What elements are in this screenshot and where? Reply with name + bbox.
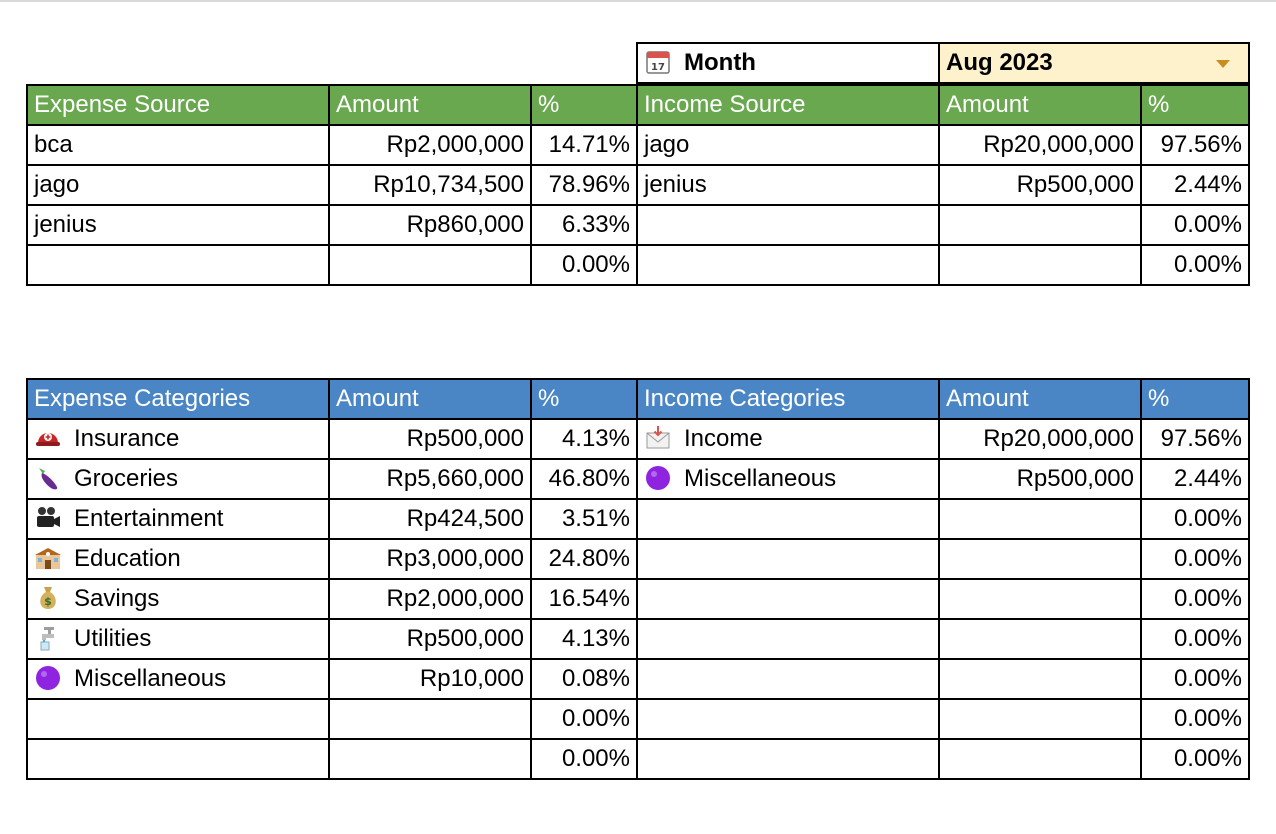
table-row (27, 499, 1249, 539)
table-row (27, 619, 1249, 659)
cell[interactable]: jago (27, 165, 329, 205)
cell[interactable]: 0.00% (1141, 579, 1249, 619)
faucet-icon (34, 624, 62, 652)
cell[interactable] (939, 739, 1141, 779)
header-percent: % (1141, 379, 1249, 419)
cell[interactable] (27, 579, 329, 619)
cell[interactable]: 97.56% (1141, 125, 1249, 165)
cell[interactable] (637, 499, 939, 539)
purple-circle-icon (34, 664, 62, 692)
cell[interactable] (27, 699, 329, 739)
header-amount: Amount (329, 85, 531, 125)
category-table (26, 378, 1250, 780)
source-header-row (27, 85, 1249, 125)
cell[interactable]: Rp10,734,500 (329, 165, 531, 205)
header-income-categories: Income Categories (637, 379, 939, 419)
category-label: Insurance (74, 425, 180, 452)
cell[interactable]: Rp5,660,000 (329, 459, 531, 499)
cell[interactable] (939, 619, 1141, 659)
cell[interactable]: Rp860,000 (329, 205, 531, 245)
cell[interactable] (637, 699, 939, 739)
cell[interactable] (329, 245, 531, 285)
table-row (27, 459, 1249, 499)
header-expense-categories: Expense Categories (27, 379, 329, 419)
table-row (27, 699, 1249, 739)
cell[interactable] (329, 739, 531, 779)
month-label: Month (684, 49, 756, 76)
category-label: Entertainment (74, 505, 224, 532)
cell[interactable]: Rp424,500 (329, 499, 531, 539)
rescue-helmet-icon (34, 424, 62, 452)
movie-camera-icon (34, 504, 62, 532)
header-amount: Amount (939, 85, 1141, 125)
cell[interactable]: 2.44% (1141, 165, 1249, 205)
category-label: Income (684, 425, 763, 452)
month-dropdown[interactable] (939, 43, 1249, 83)
cell[interactable]: Rp20,000,000 (939, 419, 1141, 459)
cell[interactable]: Rp10,000 (329, 659, 531, 699)
cell[interactable]: jago (637, 125, 939, 165)
cell[interactable]: Rp500,000 (329, 619, 531, 659)
cell[interactable]: 0.00% (1141, 499, 1249, 539)
month-label-cell (637, 43, 939, 83)
cell[interactable] (637, 539, 939, 579)
cell[interactable]: jenius (637, 165, 939, 205)
cell[interactable] (939, 499, 1141, 539)
cell[interactable]: 2.44% (1141, 459, 1249, 499)
cell[interactable] (27, 739, 329, 779)
cell[interactable] (637, 739, 939, 779)
table-row (27, 419, 1249, 459)
cell[interactable]: Rp500,000 (329, 419, 531, 459)
cell[interactable]: 14.71% (531, 125, 637, 165)
cell[interactable]: 24.80% (531, 539, 637, 579)
header-amount: Amount (939, 379, 1141, 419)
cell[interactable] (27, 419, 329, 459)
header-income-source: Income Source (637, 85, 939, 125)
cell[interactable] (27, 499, 329, 539)
cell[interactable]: 0.08% (531, 659, 637, 699)
table-row (27, 659, 1249, 699)
header-percent: % (531, 379, 637, 419)
cell[interactable]: 0.00% (531, 699, 637, 739)
cell[interactable] (939, 579, 1141, 619)
category-label: Utilities (74, 625, 152, 652)
cell[interactable]: Rp3,000,000 (329, 539, 531, 579)
cell[interactable] (637, 619, 939, 659)
cell[interactable] (637, 659, 939, 699)
table-row (27, 165, 1249, 205)
cell[interactable]: 0.00% (531, 245, 637, 285)
header-percent: % (1141, 85, 1249, 125)
category-header-row (27, 379, 1249, 419)
cell[interactable]: 0.00% (1141, 205, 1249, 245)
cell[interactable]: Rp2,000,000 (329, 125, 531, 165)
eggplant-icon (34, 464, 62, 492)
cell[interactable] (939, 659, 1141, 699)
table-row (27, 205, 1249, 245)
school-icon (34, 544, 62, 572)
month-value: Aug 2023 (946, 49, 1053, 76)
cell[interactable]: 0.00% (1141, 619, 1249, 659)
cell[interactable]: 0.00% (1141, 739, 1249, 779)
cell[interactable]: 0.00% (1141, 539, 1249, 579)
cell[interactable] (939, 205, 1141, 245)
cell[interactable]: bca (27, 125, 329, 165)
chevron-down-icon[interactable] (1216, 60, 1230, 68)
cell[interactable]: Rp500,000 (939, 459, 1141, 499)
category-label: Groceries (74, 465, 179, 492)
cell[interactable] (637, 459, 939, 499)
money-bag-icon (34, 584, 62, 612)
category-label: Education (74, 545, 181, 572)
table-row (27, 539, 1249, 579)
cell[interactable]: 4.13% (531, 619, 637, 659)
cell[interactable]: Rp500,000 (939, 165, 1141, 205)
cell[interactable] (27, 245, 329, 285)
table-row (27, 125, 1249, 165)
cell[interactable]: 3.51% (531, 499, 637, 539)
cell[interactable] (27, 539, 329, 579)
cell[interactable]: Rp20,000,000 (939, 125, 1141, 165)
cell[interactable]: 0.00% (531, 739, 637, 779)
cell[interactable] (27, 459, 329, 499)
cell[interactable] (637, 579, 939, 619)
cell[interactable] (329, 699, 531, 739)
header-expense-source: Expense Source (27, 85, 329, 125)
cell[interactable]: 97.56% (1141, 419, 1249, 459)
category-label: Miscellaneous (684, 465, 837, 492)
month-picker (636, 42, 1250, 84)
cell[interactable] (939, 245, 1141, 285)
purple-circle-icon (644, 464, 672, 492)
cell[interactable]: jenius (27, 205, 329, 245)
table-row (27, 579, 1249, 619)
svg-text:17: 17 (651, 61, 665, 73)
cell[interactable]: 0.00% (1141, 699, 1249, 739)
incoming-envelope-icon (644, 424, 672, 452)
cell[interactable] (939, 539, 1141, 579)
cell[interactable]: 0.00% (1141, 245, 1249, 285)
cell[interactable]: 16.54% (531, 579, 637, 619)
top-divider (0, 0, 1276, 2)
svg-text:$: $ (44, 594, 52, 608)
cell[interactable]: 78.96% (531, 165, 637, 205)
cell[interactable] (637, 245, 939, 285)
cell[interactable] (27, 659, 329, 699)
source-table (26, 84, 1250, 286)
cell[interactable] (637, 205, 939, 245)
cell[interactable]: 4.13% (531, 419, 637, 459)
cell[interactable] (637, 419, 939, 459)
category-label: Savings (74, 585, 160, 612)
cell[interactable] (27, 619, 329, 659)
header-percent: % (531, 85, 637, 125)
cell[interactable]: 0.00% (1141, 659, 1249, 699)
cell[interactable]: Rp2,000,000 (329, 579, 531, 619)
cell[interactable] (939, 699, 1141, 739)
cell[interactable]: 46.80% (531, 459, 637, 499)
header-amount: Amount (329, 379, 531, 419)
calendar-icon (644, 48, 672, 76)
category-label: Miscellaneous (74, 665, 227, 692)
cell[interactable]: 6.33% (531, 205, 637, 245)
table-row (27, 739, 1249, 779)
table-row (27, 245, 1249, 285)
